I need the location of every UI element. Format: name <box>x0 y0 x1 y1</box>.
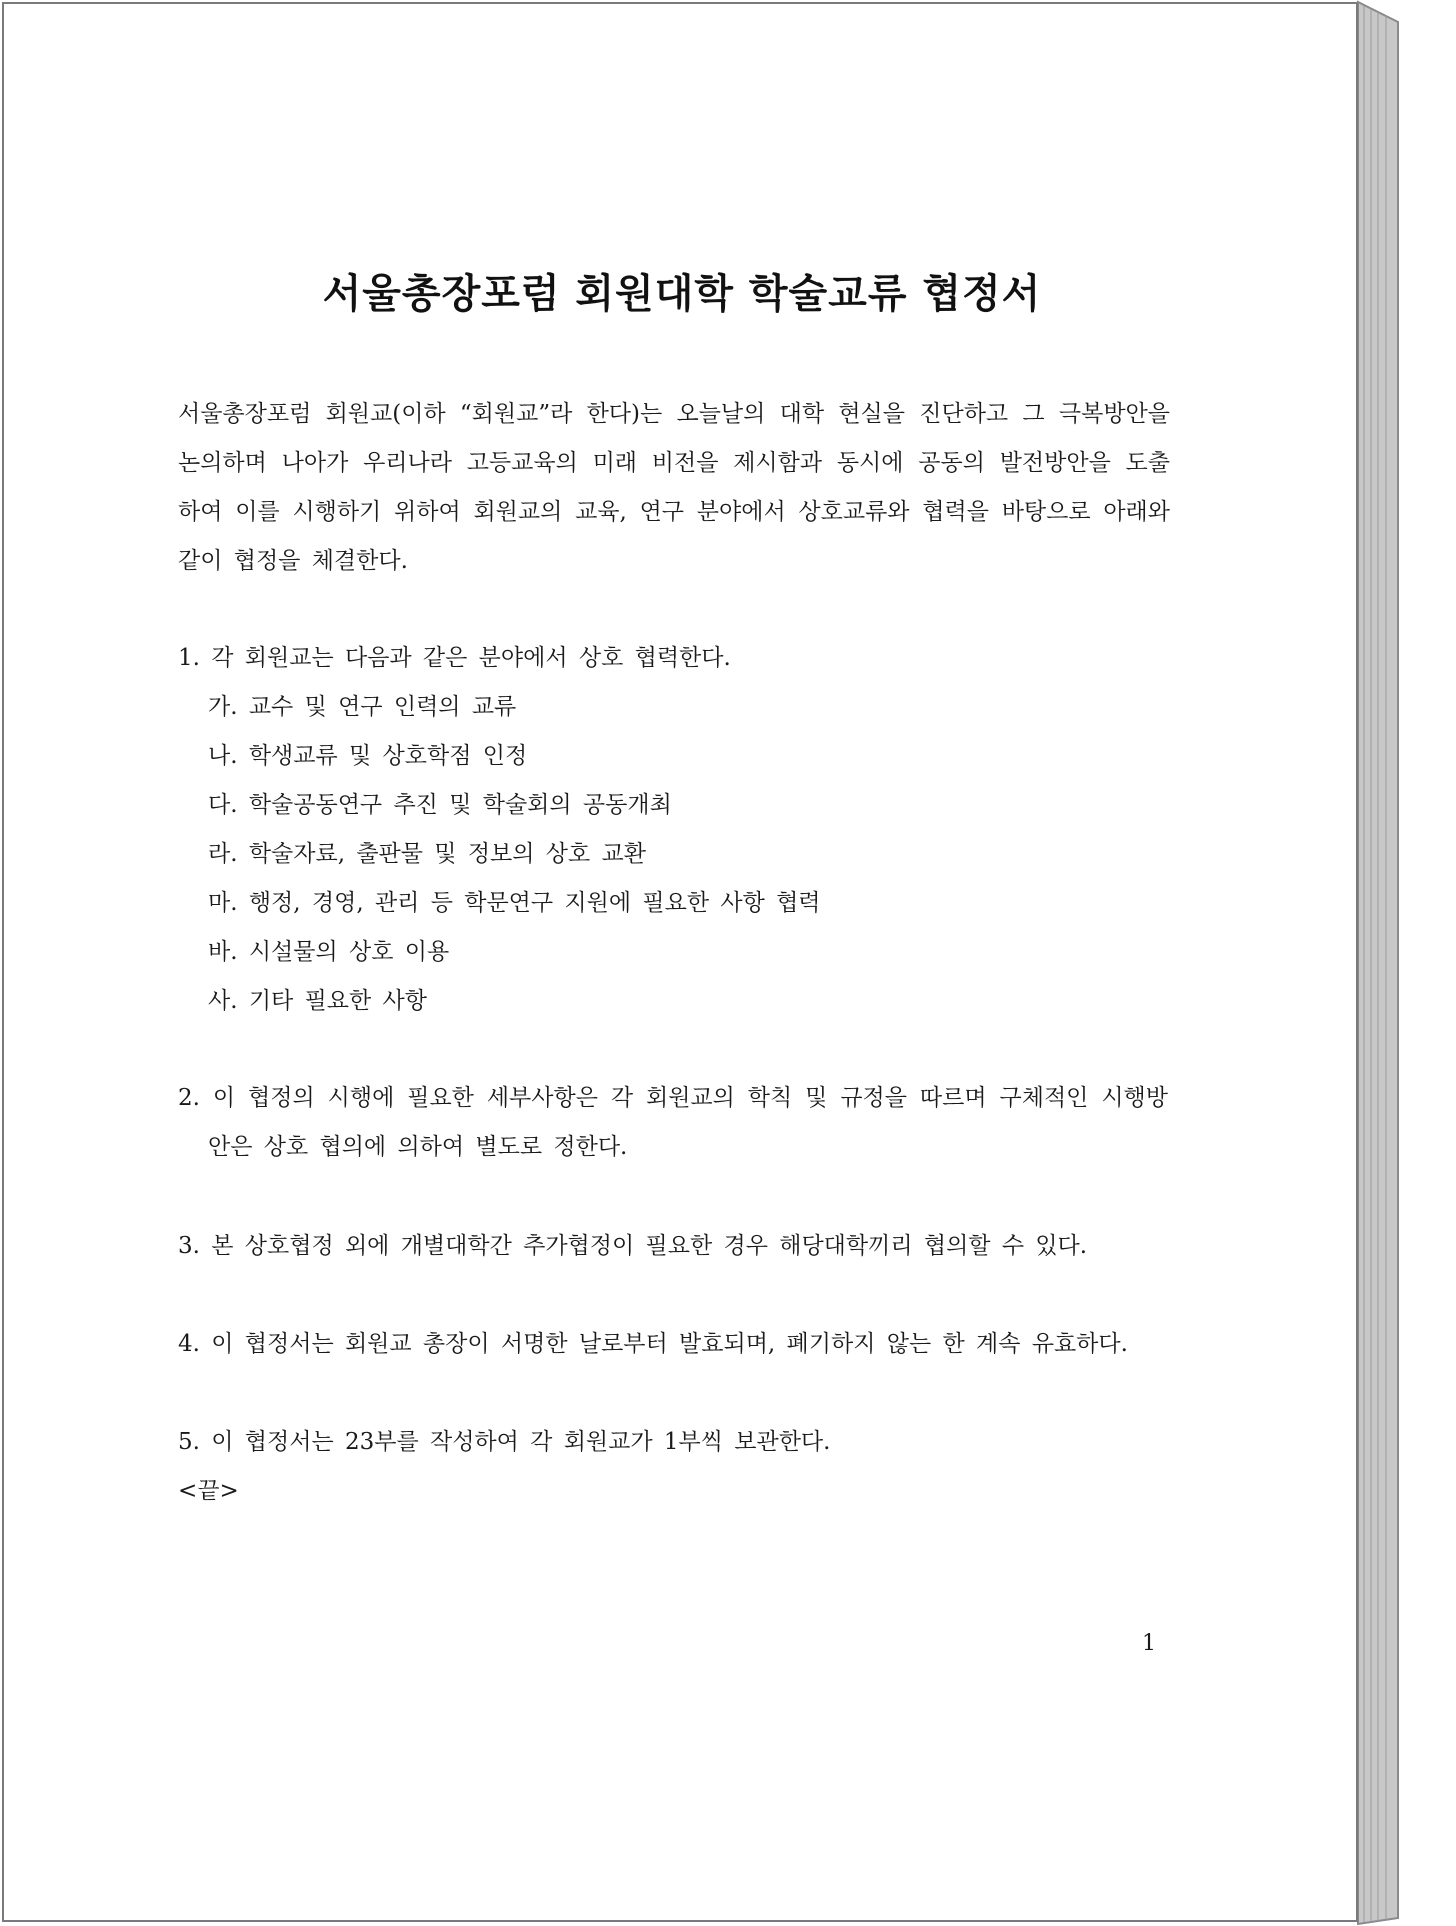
clause-2-line: 2. 이 협정의 시행에 필요한 세부사항은 각 회원교의 학칙 및 규정을 따르며 구체적인 시행방 <box>178 1085 1168 1111</box>
clause-2-line: 안은 상호 협의에 의하여 별도로 정한다. <box>208 1134 628 1160</box>
clause-5: 5. 이 협정서는 23부를 작성하여 각 회원교가 1부씩 보관한다. <box>178 1429 831 1455</box>
clause-3: 3. 본 상호협정 외에 개별대학간 추가협정이 필요한 경우 해당대학끼리 협의할 수 있다. <box>178 1233 1088 1259</box>
end-mark: <끝> <box>178 1478 239 1504</box>
intro-line: 하여 이를 시행하기 위하여 회원교의 교육, 연구 분야에서 상호교류와 협력을 바탕으로 아래와 <box>178 499 1170 525</box>
document-page <box>2 2 1358 1922</box>
intro-line: 서울총장포럼 회원교(이하 “회원교”라 한다)는 오늘날의 대학 현실을 진단하고 그 극복방안을 <box>178 401 1170 427</box>
clause-1 <box>178 634 1178 1026</box>
intro-line: 논의하며 나아가 우리나라 고등교육의 미래 비전을 제시함과 동시에 공동의 발전방안을 도출 <box>178 450 1170 476</box>
clause-1-item: 가. 교수 및 연구 인력의 교류 <box>208 694 517 720</box>
document-title: 서울총장포럼 회원대학 학술교류 협정서 <box>322 271 1042 317</box>
clause-1-item: 바. 시설물의 상호 이용 <box>208 939 450 965</box>
intro-paragraph <box>178 390 1170 586</box>
intro-line: 같이 협정을 체결한다. <box>178 548 408 574</box>
clause-1-item: 마. 행정, 경영, 관리 등 학문연구 지원에 필요한 사항 협력 <box>208 890 821 916</box>
clause-1-item: 나. 학생교류 및 상호학점 인정 <box>208 743 528 769</box>
clause-1-item: 라. 학술자료, 출판물 및 정보의 상호 교환 <box>208 841 646 867</box>
page-number: 1 <box>1142 1631 1156 1656</box>
clause-4: 4. 이 협정서는 회원교 총장이 서명한 날로부터 발효되며, 폐기하지 않는 한 계속 유효하다. <box>178 1331 1128 1357</box>
clause-2 <box>178 1074 1178 1172</box>
clause-1-item: 사. 기타 필요한 사항 <box>208 988 427 1014</box>
clause-1-item: 다. 학술공동연구 추진 및 학술회의 공동개최 <box>208 792 672 818</box>
clause-1-text: 1. 각 회원교는 다음과 같은 분야에서 상호 협력한다. <box>178 645 731 671</box>
